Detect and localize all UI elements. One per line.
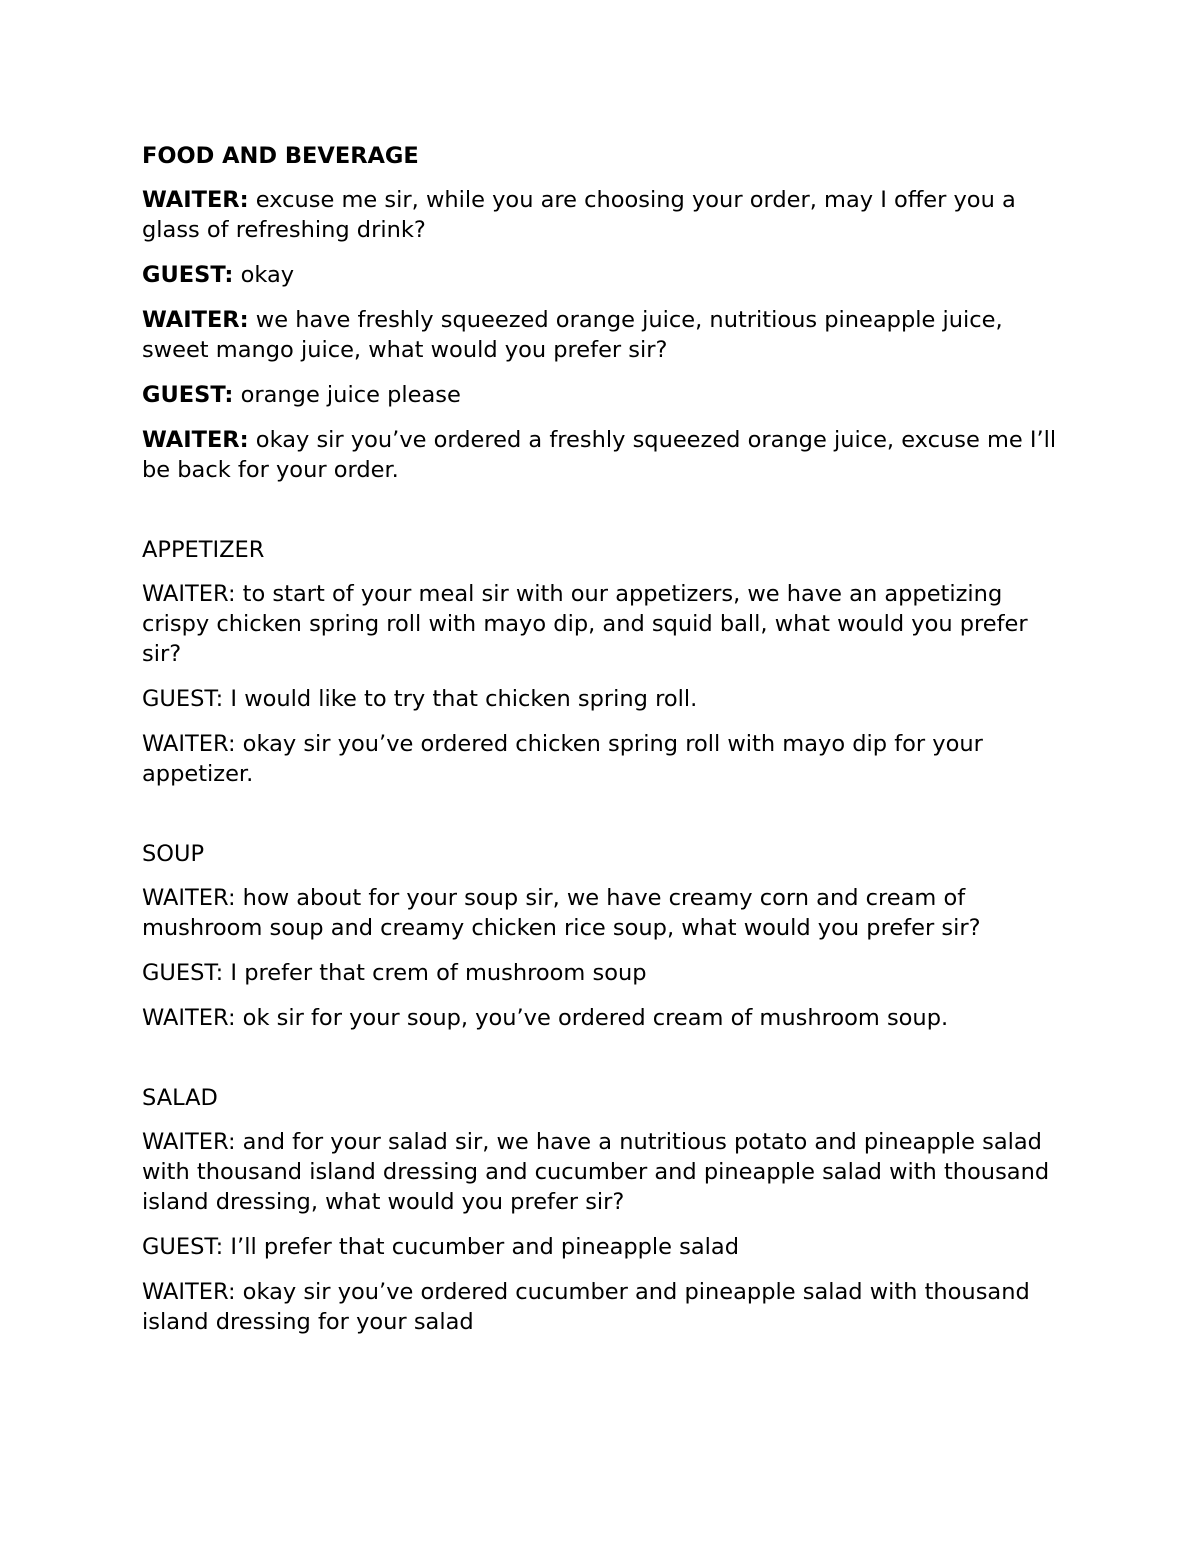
section-heading: FOOD AND BEVERAGE: [142, 143, 419, 169]
document-page: [142, 141, 1067, 1352]
dialogue-line: WAITER: and for your salad sir, we have a nutritious potato and pineapple salad with thousand island dressing and cucumber and pineapple salad with thousand island dressing, what would you prefer sir?: [142, 1129, 1050, 1215]
speaker-label: GUEST:: [142, 382, 234, 408]
dialogue-line: WAITER: how about for your soup sir, we have creamy corn and cream of mushroom soup and creamy chicken rice soup, what would you prefer sir?: [142, 885, 981, 941]
section-salad: [142, 1083, 1067, 1337]
section-heading: SALAD: [142, 1085, 218, 1111]
speaker-label: WAITER:: [142, 427, 249, 453]
section-appetizer: [142, 535, 1067, 789]
section-food-and-beverage: [142, 141, 1067, 485]
section-heading: SOUP: [142, 841, 205, 867]
dialogue-line: WAITER: to start of your meal sir with our appetizers, we have an appetizing crispy chicken spring roll with mayo dip, and squid ball, what would you prefer sir?: [142, 581, 1028, 667]
dialogue-text: okay: [240, 262, 295, 288]
speaker-label: WAITER:: [142, 307, 249, 333]
dialogue-line: [142, 380, 1067, 410]
dialogue-line: [142, 305, 1067, 365]
dialogue-line: WAITER: ok sir for your soup, you’ve ordered cream of mushroom soup.: [142, 1005, 949, 1031]
dialogue-line: GUEST: I prefer that crem of mushroom soup: [142, 960, 647, 986]
section-heading: APPETIZER: [142, 537, 265, 563]
dialogue-line: [142, 425, 1067, 485]
dialogue-line: [142, 260, 1067, 290]
dialogue-text: okay sir you’ve ordered a freshly squeezed orange juice, excuse me I’ll be back for your order.: [142, 427, 1057, 483]
dialogue-line: GUEST: I’ll prefer that cucumber and pineapple salad: [142, 1234, 739, 1260]
section-soup: [142, 839, 1067, 1033]
dialogue-line: WAITER: okay sir you’ve ordered cucumber and pineapple salad with thousand island dressing for your salad: [142, 1279, 1030, 1335]
dialogue-text: excuse me sir, while you are choosing your order, may I offer you a glass of refreshing drink?: [142, 187, 1016, 243]
dialogue-line: [142, 185, 1067, 245]
dialogue-text: we have freshly squeezed orange juice, nutritious pineapple juice, sweet mango juice, what would you prefer sir?: [142, 307, 1003, 363]
speaker-label: GUEST:: [142, 262, 234, 288]
dialogue-line: GUEST: I would like to try that chicken spring roll.: [142, 686, 698, 712]
dialogue-text: orange juice please: [240, 382, 461, 408]
dialogue-line: WAITER: okay sir you’ve ordered chicken spring roll with mayo dip for your appetizer.: [142, 731, 983, 787]
speaker-label: WAITER:: [142, 187, 249, 213]
